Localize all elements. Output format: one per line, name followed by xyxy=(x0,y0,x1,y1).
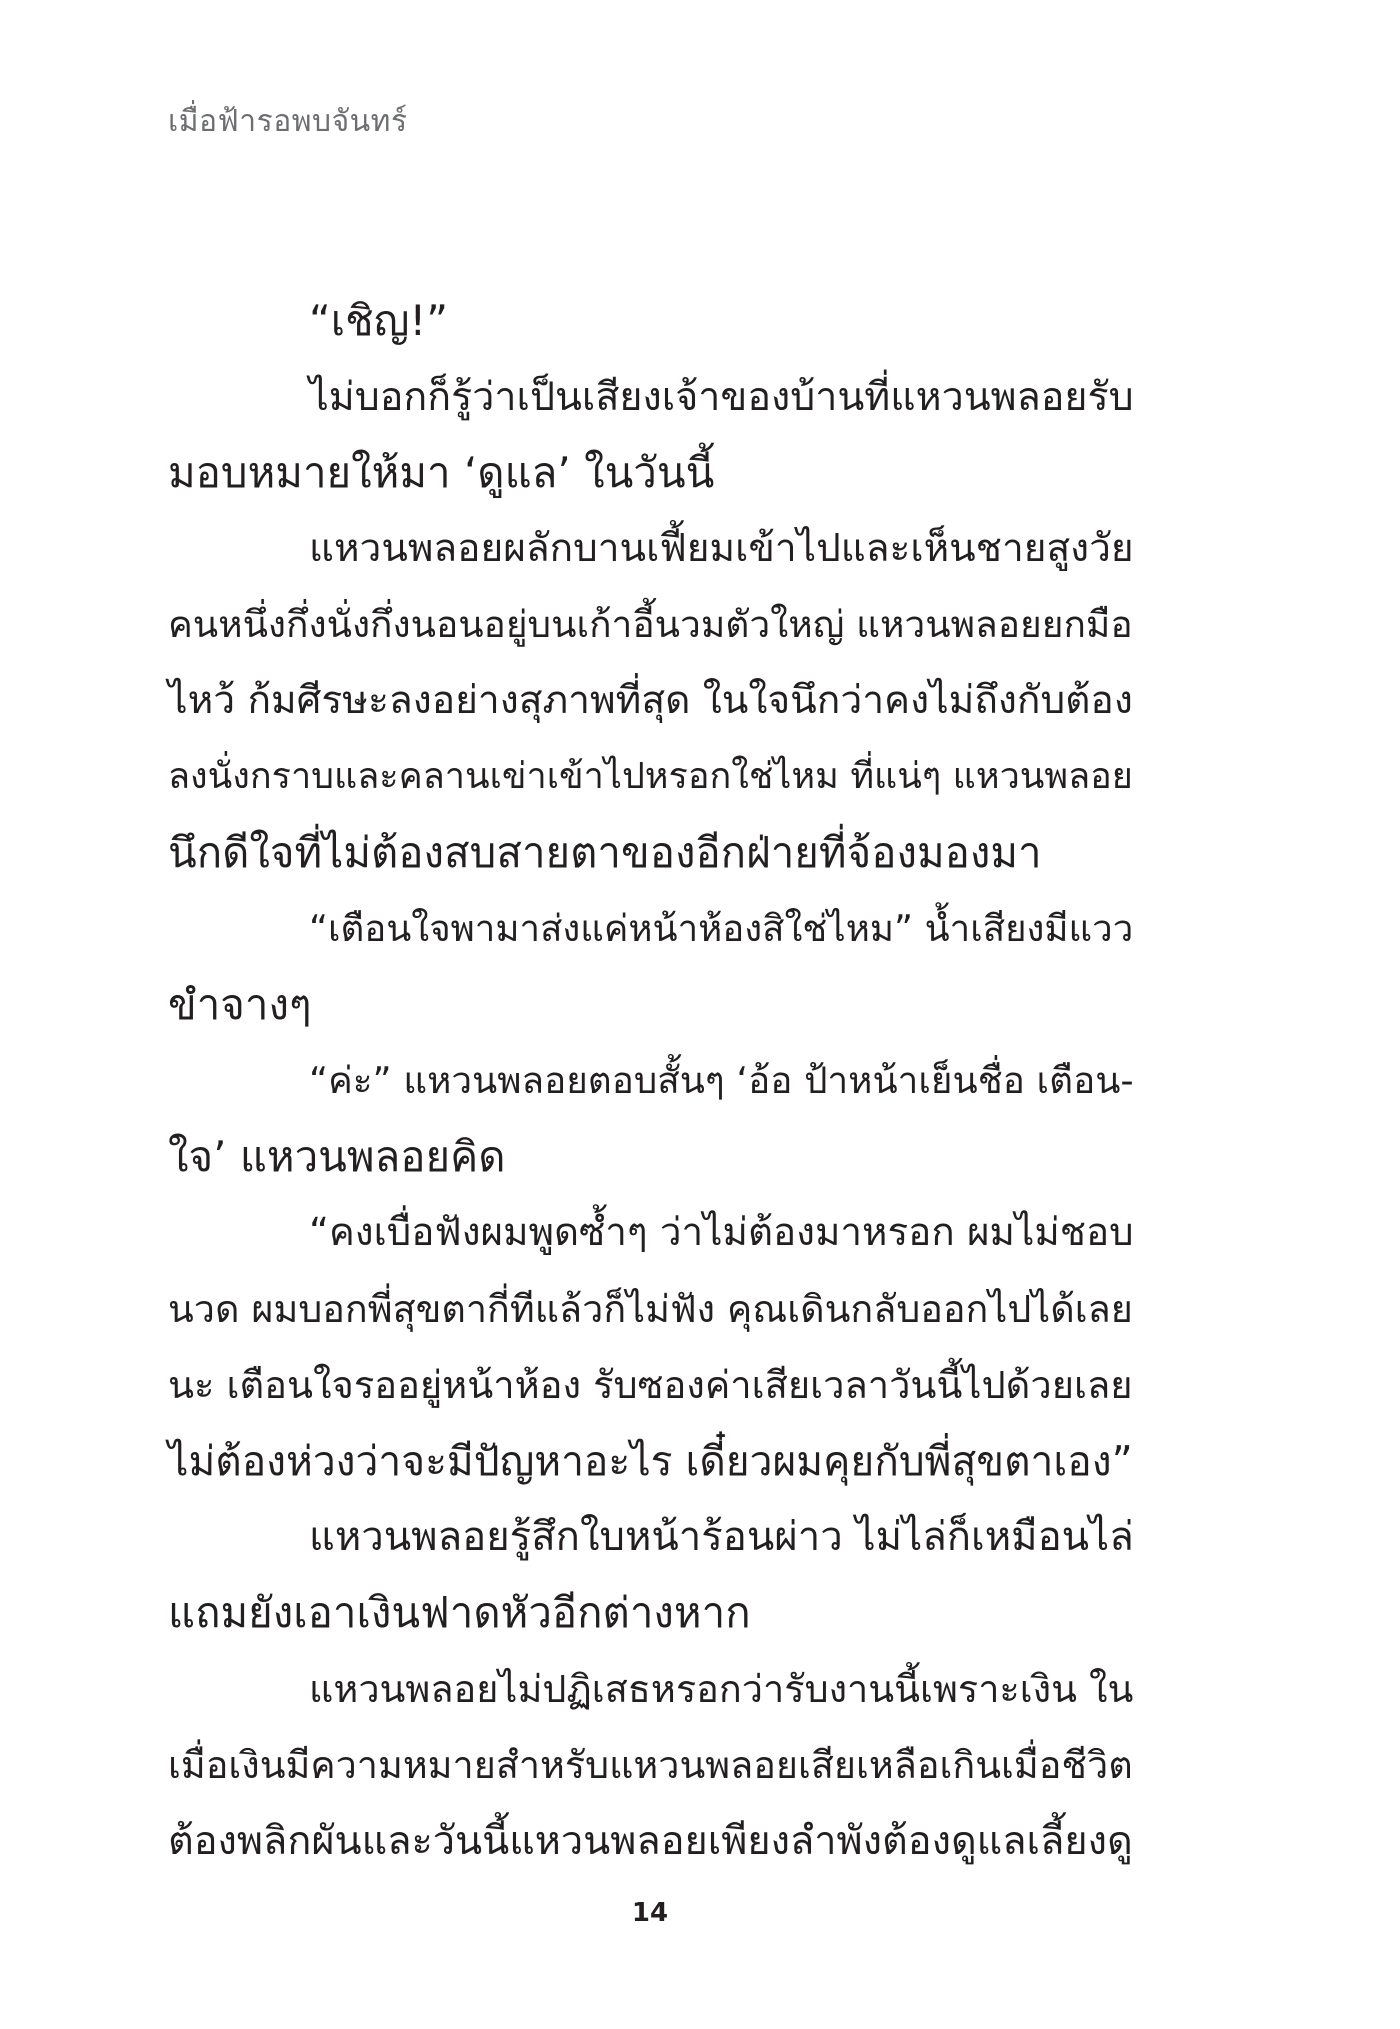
text-line: นะ เตือนใจรออยู่หน้าห้อง รับซองค่าเสียเวลาวันนี้ไปด้วยเลย xyxy=(168,1363,1133,1407)
text-line: คนหนึ่งกึ่งนั่งกึ่งนอนอยู่บนเก้าอี้นวมตัวใหญ่ แหวนพลอยยกมือ xyxy=(168,603,1133,646)
page-number: 14 xyxy=(631,1898,669,1928)
text-line: แหวนพลอยผลักบานเฟี้ยมเข้าไปและเห็นชายสูงวัย xyxy=(309,526,1134,571)
text-line: ไม่บอกก็รู้ว่าเป็นเสียงเจ้าของบ้านที่แหวนพลอยรับ xyxy=(309,374,1134,420)
text-line: ลงนั่งกราบและคลานเข่าเข้าไปหรอกใช่ไหม ที่แน่ๆ แหวนพลอย xyxy=(168,756,1133,797)
text-line: “เชิญ!” xyxy=(309,296,449,345)
body-text xyxy=(168,283,1138,1879)
text-line: มอบหมายให้มา ‘ดูแล’ ในวันนี้ xyxy=(168,448,715,497)
text-line: ขำจางๆ xyxy=(168,980,312,1029)
running-header-book-title: เมื่อฟ้ารอพบจันทร์ xyxy=(168,104,408,139)
text-line: แหวนพลอยรู้สึกใบหน้าร้อนผ่าว ไม่ไล่ก็เหมือนไล่ xyxy=(309,1514,1134,1560)
text-line: เมื่อเงินมีความหมายสำหรับแหวนพลอยเสียเหลือเกินเมื่อชีวิต xyxy=(168,1743,1133,1787)
text-line: “เตือนใจพามาส่งแค่หน้าห้องสิใช่ไหม” น้ำเสียงมีแวว xyxy=(309,907,1134,950)
text-line: “ค่ะ” แหวนพลอยตอบสั้นๆ ‘อ้อ ป้าหน้าเย็นชื่อ เตือน- xyxy=(309,1059,1134,1102)
text-line: นวด ผมบอกพี่สุขตากี่ทีแล้วก็ไม่ฟัง คุณเดินกลับออกไปได้เลย xyxy=(168,1287,1133,1331)
text-line: “คงเบื่อฟังผมพูดซ้ำๆ ว่าไม่ต้องมาหรอก ผมไม่ชอบ xyxy=(309,1210,1134,1255)
text-line: ไหว้ ก้มศีรษะลงอย่างสุภาพที่สุด ในใจนึกว่าคงไม่ถึงกับต้อง xyxy=(168,678,1133,723)
text-line: นึกดีใจที่ไม่ต้องสบสายตาของอีกฝ่ายที่จ้องมองมา xyxy=(168,828,1042,877)
text-line: แถมยังเอาเงินฟาดหัวอีกต่างหาก xyxy=(168,1588,751,1637)
text-line: ต้องพลิกผันและวันนี้แหวนพลอยเพียงลำพังต้องดูแลเลี้ยงดู xyxy=(168,1818,1133,1864)
text-line: แหวนพลอยไม่ปฏิเสธหรอกว่ารับงานนี้เพราะเงิน ใน xyxy=(309,1667,1134,1711)
text-line: ไม่ต้องห่วงว่าจะมีปัญหาอะไร เดี๋ยวผมคุยกับพี่สุขตาเอง” xyxy=(168,1437,1133,1485)
text-line: ใจ’ แหวนพลอยคิด xyxy=(168,1132,506,1181)
